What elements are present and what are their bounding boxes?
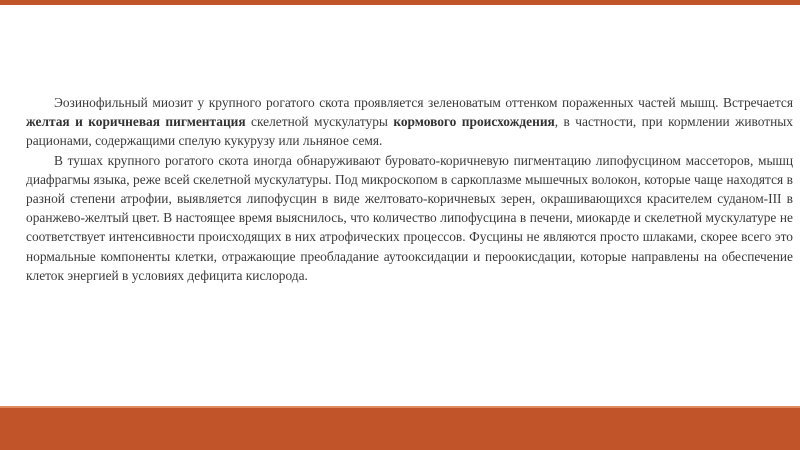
paragraph1-text-part3: , в частности, при кормлении животных рационами, содержащими спелую кукурузу или льняное семя. [26, 114, 794, 149]
paragraph-lipofuscin: В тушах крупного рогатого скота иногда обнаруживают буровато-коричневую пигментацию липофусцином массеторов, мышц диафрагмы языка, реже всей скелетной мускулатуры. Под микроскопом в саркоплазме мышечных волокон, которые чаще находятся в разной степени атрофии, выявляется липофусцин в виде желтовато-коричневых зерен, окрашивающихся красителем суданом-III в оранжево-желтый цвет. В настоящее время выяснилось, что количество липофусцина в печени, миокарде и скелетной мускулатуре не соответствует интенсивности происходящих в них атрофических процессов. Фусцины не являются просто шлаками, скорее всего это нормальные компоненты клетки, отражающие преобладание аутооксидации и пероокисдации, которые направлены на обеспечение клеток энергией в условиях дефицита кислорода. [26, 152, 793, 283]
paragraph1-text-part1: Эозинофильный миозит у крупного рогатого скота проявляется зеленоватым оттенком пораженных частей мышц. Встречается [54, 95, 793, 110]
paragraph1-text-part2: скелетной мускулатуры [245, 114, 394, 130]
top-accent-strip [0, 0, 800, 5]
paragraph-eosinophilic-myositis [26, 93, 793, 151]
footer-accent-band [0, 408, 800, 450]
paragraph1-bold-pigmentation: желтая и коричневая пигментация [26, 114, 246, 130]
slide-body-text [26, 93, 793, 285]
paragraph1-bold-feed-origin: кормового происхождения [393, 114, 555, 130]
